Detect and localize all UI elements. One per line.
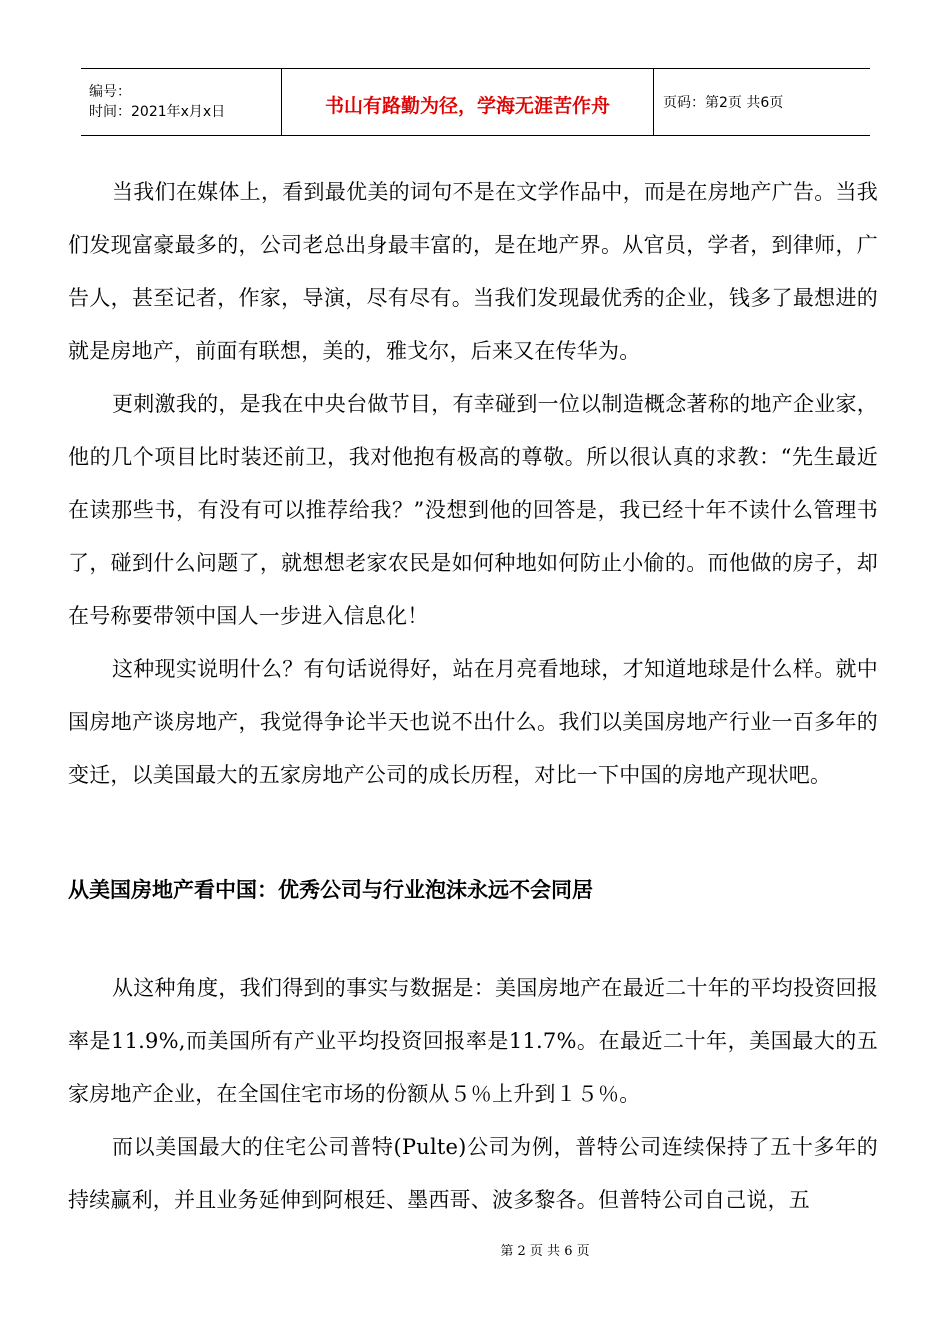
section-heading: 从美国房地产看中国：优秀公司与行业泡沫永远不会同居: [68, 878, 593, 902]
section-intro: [68, 166, 878, 802]
time-label: 时间：2021年x月x日: [89, 104, 226, 120]
header-page-info: 页码：第2页 共6页: [663, 95, 784, 111]
header-motto: 书山有路勤为径，学海无涯苦作舟: [324, 94, 610, 117]
paragraph: 更刺激我的，是我在中央台做节目，有幸碰到一位以制造概念著称的地产企业家，他的几个项目比时装还前卫，我对他抱有极高的尊敬。所以很认真的求教：“先生最近在读那些书，有没有可以推荐给我？”没想到他的回答是，我已经十年不读什么管理书了，碰到什么问题了，就想想老家农民是如何种地如何防止小偷的。而他做的房子，却在号称要带领中国人一步进入信息化！: [68, 392, 878, 628]
paragraph: 当我们在媒体上，看到最优美的词句不是在文学作品中，而是在房地产广告。当我们发现富豪最多的，公司老总出身最丰富的，是在地产界。从官员，学者，到律师，广告人，甚至记者，作家，导演，尽有尽有。当我们发现最优秀的企业，钱多了最想进的就是房地产，前面有联想，美的，雅戈尔，后来又在传华为。: [68, 180, 878, 363]
paragraph: 从这种角度，我们得到的事实与数据是：美国房地产在最近二十年的平均投资回报率是11.9%,而美国所有产业平均投资回报率是11.7%。在最近二十年，美国最大的五家房地产企业，在全国住宅市场的份额从５％上升到１５％。: [68, 976, 878, 1106]
header-motto-cell: [281, 69, 654, 135]
paragraph: 这种现实说明什么？有句话说得好，站在月亮看地球，才知道地球是什么样。就中国房地产谈房地产，我觉得争论半天也说不出什么。我们以美国房地产行业一百多年的变迁，以美国最大的五家房地产公司的成长历程，对比一下中国的房地产现状吧。: [68, 657, 878, 787]
page-footer: 第 2 页 共 6 页: [500, 1244, 590, 1259]
number-label: 编号：: [89, 84, 131, 100]
header-table: [81, 68, 870, 136]
header-meta: [81, 69, 281, 135]
header-page-cell: [654, 69, 870, 135]
paragraph: 而以美国最大的住宅公司普特(Pulte)公司为例，普特公司连续保持了五十多年的持续赢利，并且业务延伸到阿根廷、墨西哥、波多黎各。但普特公司自己说，五: [68, 1135, 878, 1212]
section-body: [68, 962, 878, 1227]
